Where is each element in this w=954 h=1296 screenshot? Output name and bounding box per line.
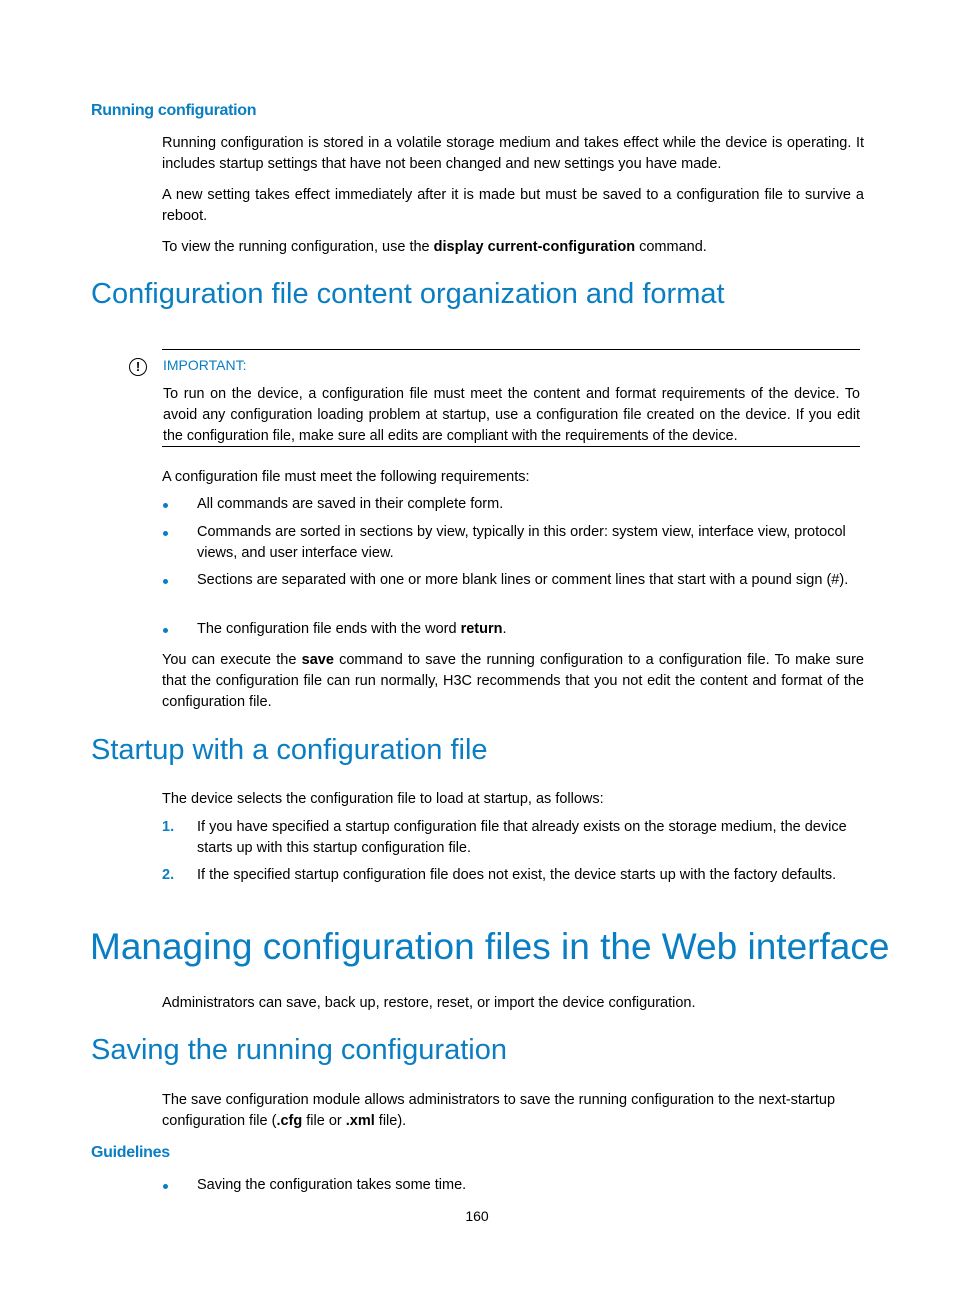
managing-heading: Managing configuration files in the Web interface xyxy=(90,926,890,967)
requirement-item-2: Commands are sorted in sections by view, typically in this order: system view, interface view, protocol views, and user interface view. xyxy=(197,524,846,561)
important-note-text: To run on the device, a configuration file must meet the content and format requirements of the device. To avoid any configuration loading problem at startup, use a configuration file created on the device. If you edit the configuration file, make sure all edits are compliant with the requirements of the device. xyxy=(163,386,860,444)
save-command-para xyxy=(162,650,864,713)
saving-para xyxy=(162,1090,872,1132)
return-keyword: return xyxy=(460,621,503,637)
running-config-para-3-pre: To view the running configuration, use the xyxy=(162,239,434,255)
requirement-item-4-pre: The configuration file ends with the word xyxy=(197,621,461,637)
important-bottom-rule xyxy=(162,446,860,447)
save-command: save xyxy=(301,652,334,668)
running-config-para-3-post: command. xyxy=(635,239,707,255)
save-para-pre: You can execute the xyxy=(162,652,302,668)
saving-heading: Saving the running configuration xyxy=(91,1034,507,1066)
exclamation-circle-icon: ! xyxy=(129,358,147,376)
running-config-heading: Running configuration xyxy=(91,102,257,119)
bullet-dot xyxy=(163,1184,168,1189)
guideline-item-1: Saving the configuration takes some time. xyxy=(197,1177,467,1193)
important-top-rule xyxy=(162,349,860,350)
step-number-1: 1. xyxy=(162,819,175,835)
startup-step-2: If the specified startup configuration file does not exist, the device starts up with the factory defaults. xyxy=(197,867,837,883)
xml-extension: .xml xyxy=(345,1113,375,1129)
managing-intro: Administrators can save, back up, restore, reset, or import the device configuration. xyxy=(162,995,696,1011)
saving-para-post: file). xyxy=(374,1113,407,1129)
running-config-para-3 xyxy=(162,237,864,258)
running-config-para-1: Running configuration is stored in a volatile storage medium and takes effect while the device is operating. It includes startup settings that have not been changed and new settings you have made. xyxy=(162,135,864,172)
page-number: 160 xyxy=(465,1208,489,1224)
bullet-dot xyxy=(163,503,168,508)
startup-intro: The device selects the configuration file to load at startup, as follows: xyxy=(162,791,604,807)
bullet-dot xyxy=(163,531,168,536)
requirements-intro: A configuration file must meet the following requirements: xyxy=(162,469,530,485)
important-label: IMPORTANT: xyxy=(163,357,247,373)
cfg-extension: .cfg xyxy=(276,1113,303,1129)
step-number-2: 2. xyxy=(162,867,175,883)
saving-para-pre: The save configuration module allows administrators to save the running configuration to the next-startup configuration file ( xyxy=(162,1092,836,1129)
bullet-dot xyxy=(163,628,168,633)
requirement-item-4 xyxy=(197,619,864,640)
requirement-item-3: Sections are separated with one or more blank lines or comment lines that start with a pound sign (#). xyxy=(197,572,849,588)
startup-heading: Startup with a configuration file xyxy=(91,734,488,766)
bullet-dot xyxy=(163,579,168,584)
display-current-config-command: display current-configuration xyxy=(433,239,636,255)
content-org-heading: Configuration file content organization and format xyxy=(91,278,725,310)
requirement-item-1: All commands are saved in their complete form. xyxy=(197,496,504,512)
guidelines-heading: Guidelines xyxy=(91,1144,170,1161)
startup-step-1: If you have specified a startup configuration file that already exists on the storage medium, the device starts up with this startup configuration file. xyxy=(197,819,847,856)
saving-para-mid: file or xyxy=(302,1113,346,1129)
requirement-item-4-post: . xyxy=(502,621,507,637)
running-config-para-2: A new setting takes effect immediately after it is made but must be saved to a configuration file to survive a reboot. xyxy=(162,187,864,224)
save-para-post: command to save the running configuration to a configuration file. To make sure that the configuration file can run normally, H3C recommends that you not edit the content and format of the configuration file. xyxy=(162,652,864,710)
